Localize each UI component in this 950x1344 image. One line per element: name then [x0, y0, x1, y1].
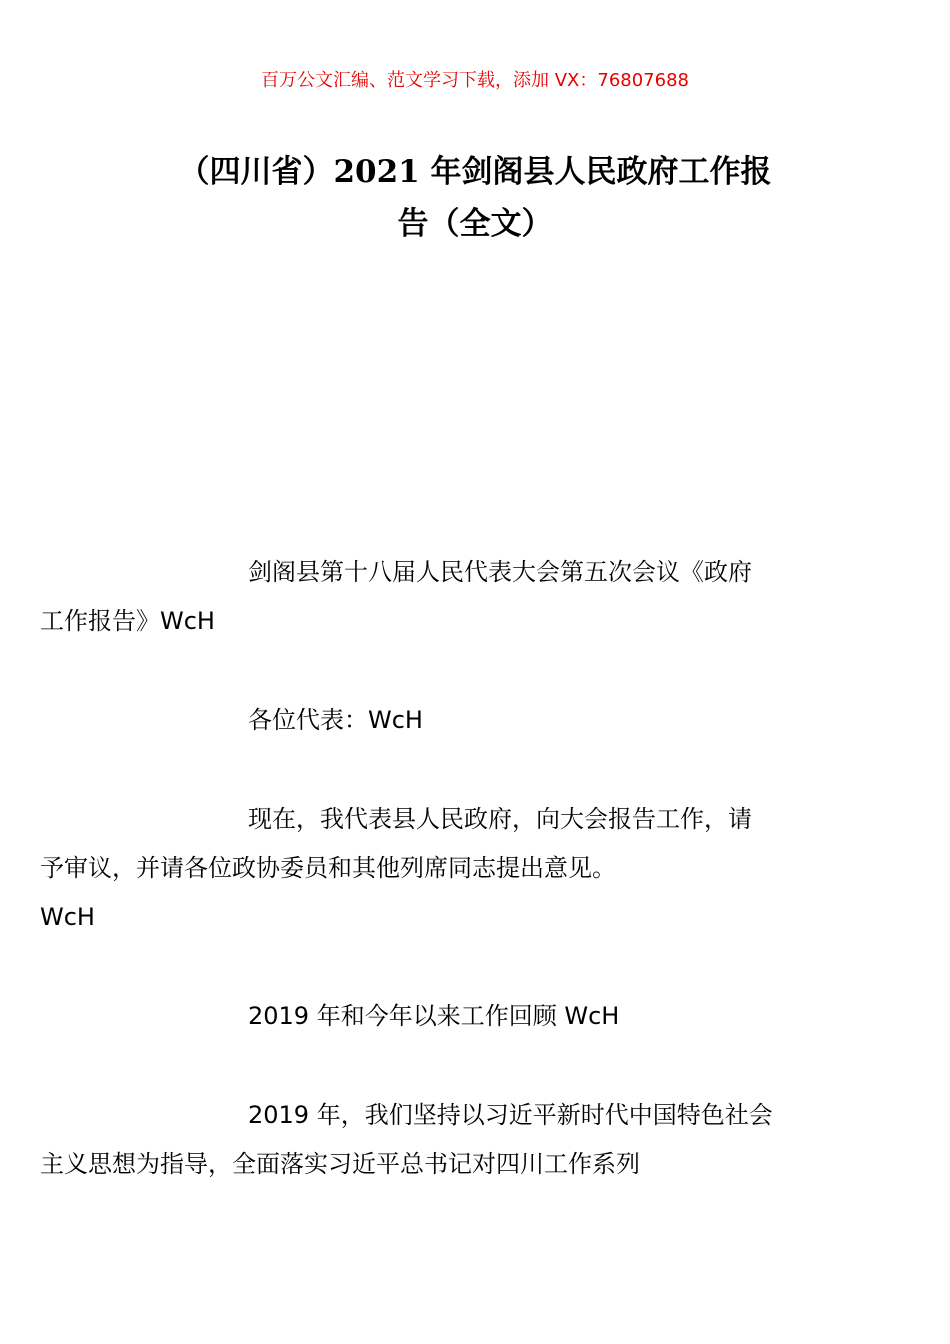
paragraph-review — [40, 1091, 808, 1189]
title-line-1: （四川省）2021 年剑阁县人民政府工作报 — [178, 154, 772, 190]
paragraph-line: 剑阁县第十八届人民代表大会第五次会议《政府 — [248, 558, 752, 586]
paragraph-salutation — [144, 696, 808, 745]
paragraph-line: WcH — [40, 903, 95, 931]
paragraph-report-name — [40, 548, 808, 646]
paragraph-line: 各位代表：WcH — [248, 706, 423, 734]
paragraph-line: 主义思想为指导，全面落实习近平总书记对四川工作系列 — [40, 1150, 640, 1178]
title-line-2: 告（全文） — [397, 206, 553, 242]
paragraph-line: 现在，我代表县人民政府，向大会报告工作，请 — [248, 805, 752, 833]
paragraph-line: 予审议，并请各位政协委员和其他列席同志提出意见。 — [40, 854, 616, 882]
header-watermark-note: 百万公文汇编、范文学习下载，添加 VX：76807688 — [261, 70, 689, 91]
paragraph-line: 2019 年和今年以来工作回顾 WcH — [248, 1002, 620, 1030]
paragraph-introduction — [40, 795, 808, 942]
document-body — [40, 548, 808, 1239]
document-title — [140, 146, 810, 250]
paragraph-line: 2019 年，我们坚持以习近平新时代中国特色社会 — [248, 1101, 773, 1129]
paragraph-section-heading — [144, 992, 808, 1041]
paragraph-line: 工作报告》WcH — [40, 607, 215, 635]
